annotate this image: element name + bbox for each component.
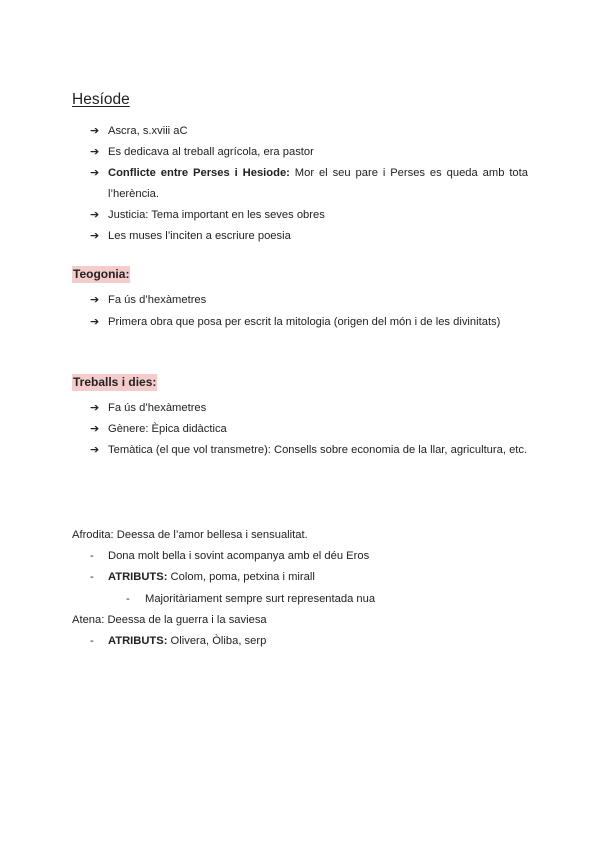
dash-bullet: - xyxy=(90,635,94,647)
page-title: Hesíode xyxy=(72,91,130,108)
treballs-list-item xyxy=(90,419,528,440)
list-item-text xyxy=(108,567,315,588)
attributes-text: Colom, poma, petxina i mirall xyxy=(167,571,315,583)
arrow-icon: ➔ xyxy=(90,125,100,137)
arrow-icon: ➔ xyxy=(90,402,100,414)
list-item-text: Temàtica (el que vol transmetre): Consells sobre economia de la llar, agricultura, etc. xyxy=(108,444,528,456)
list-item-text: Justicia: Tema important en les seves obres xyxy=(108,209,325,221)
hesiode-list-item xyxy=(90,142,528,163)
arrow-icon: ➔ xyxy=(90,167,100,179)
arrow-icon: ➔ xyxy=(90,444,100,456)
list-item-text: Gènere: Èpica didàctica xyxy=(108,423,227,435)
list-item-text xyxy=(108,163,528,205)
teogonia-list-item xyxy=(90,290,528,311)
treballs-list-item xyxy=(90,440,528,461)
attributes-text: Olivera, Òliba, serp xyxy=(167,635,267,647)
list-item-text: Fa ús d’hexàmetres xyxy=(108,402,207,414)
list-item-text: Les muses l’inciten a escriure poesia xyxy=(108,230,291,242)
hesiode-list-item xyxy=(90,121,528,142)
atena-attributes-item xyxy=(90,631,266,652)
list-item-bold-label: Conflicte entre Perses i Hesiode: xyxy=(108,167,290,179)
hesiode-list-item xyxy=(90,163,528,205)
afrodita-line: Afrodita: Deessa de l’amor bellesa i sensualitat. xyxy=(72,529,308,541)
dash-bullet: - xyxy=(126,593,130,605)
teogonia-heading: Teogonia: xyxy=(73,267,130,281)
treballs-heading: Treballs i dies: xyxy=(73,375,157,389)
hesiode-list-item xyxy=(90,205,528,226)
list-item-text: Es dedicava al treball agrícola, era pastor xyxy=(108,146,314,158)
arrow-icon: ➔ xyxy=(90,316,100,328)
treballs-list-item xyxy=(90,398,528,419)
list-item-text: Majoritàriament sempre surt representada nua xyxy=(145,593,376,605)
list-item-text: Ascra, s.xviii aC xyxy=(108,125,188,137)
teogonia-list-item xyxy=(90,312,528,333)
list-item-text xyxy=(108,631,266,652)
afrodita-sub-item xyxy=(126,589,375,610)
list-item-text: Dona molt bella i sovint acompanya amb el déu Eros xyxy=(108,550,370,562)
arrow-icon: ➔ xyxy=(90,230,100,242)
afrodita-list-item xyxy=(90,546,369,567)
dash-bullet: - xyxy=(90,571,94,583)
afrodita-attributes-item xyxy=(90,567,315,588)
hesiode-list-item xyxy=(90,226,528,247)
arrow-icon: ➔ xyxy=(90,294,100,306)
list-item-text: Primera obra que posa per escrit la mitologia (origen del món i de les divinitats) xyxy=(108,316,501,328)
list-item-text: Fa ús d’hexàmetres xyxy=(108,294,207,306)
arrow-icon: ➔ xyxy=(90,209,100,221)
list-item-detail: Mor el seu pare i Perses es queda amb tota l’herència. xyxy=(108,167,528,200)
arrow-icon: ➔ xyxy=(90,146,100,158)
dash-bullet: - xyxy=(90,550,94,562)
attributes-label: ATRIBUTS: xyxy=(108,635,168,647)
attributes-label: ATRIBUTS: xyxy=(108,571,168,583)
arrow-icon: ➔ xyxy=(90,423,100,435)
atena-line: Atena: Deessa de la guerra i la saviesa xyxy=(72,614,267,626)
